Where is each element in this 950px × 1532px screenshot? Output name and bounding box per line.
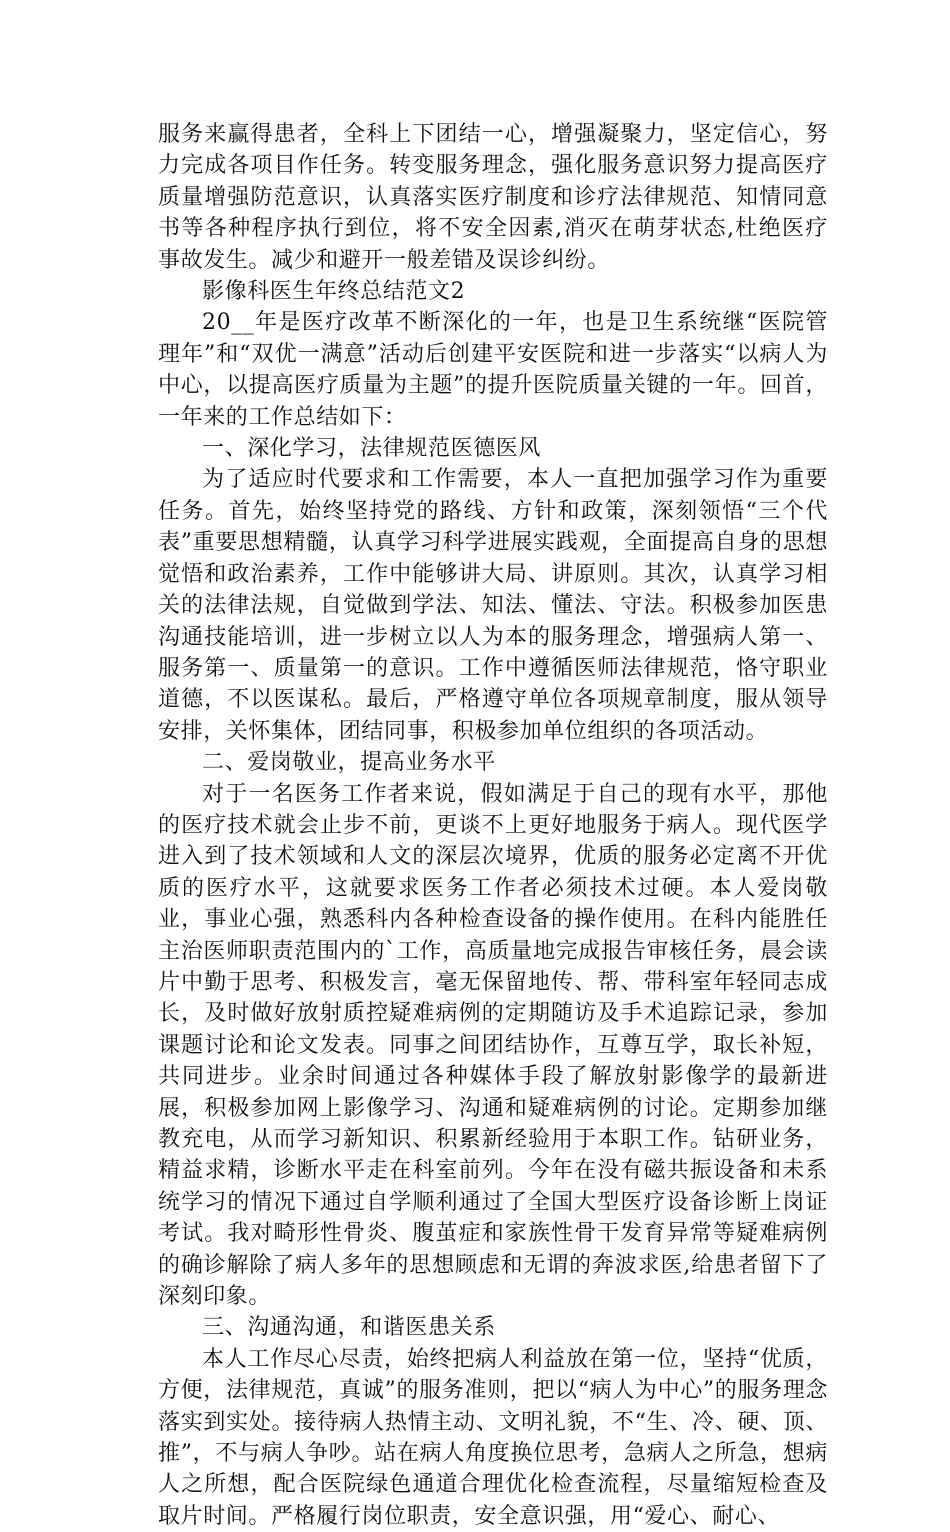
paragraph-intro-continuation: 服务来赢得患者，全科上下团结一心，增强凝聚力，坚定信心，努力完成各项目作任务。转变服务理念，强化服务意识努力提高医疗质量增强防范意识，认真落实医疗制度和诊疗法律规范、知情同意书等各种程序执行到位，将不安全因素,消灭在萌芽状态,杜绝医疗事故发生。减少和避开一般差错及误诊纠纷。 <box>158 122 828 273</box>
paragraph-dedication: 对于一名医务工作者来说，假如满足于自己的现有水平，那他的医疗技术就会止步不前，更谈不上更好地服务于病人。现代医学进入到了技术领域和人文的深层次境界，优质的服务必定离不开优质的医疗水平，这就要求医务工作者必须技术过硬。本人爱岗敬业，事业心强，熟悉科内各种检查设备的操作使用。在科内能胜任主治医师职责范围内的`工作，高质量地完成报告审核任务，晨会读片中勤于思考、积极发言，毫无保留地传、帮、带科室年轻同志成长，及时做好放射质控疑难病例的定期随访及手术追踪记录，参加课题讨论和论文发表。同事之间团结协作，互尊互学，取长补短，共同进步。业余时间通过各种媒体手段了解放射影像学的最新进展，积极参加网上影像学习、沟通和疑难病例的讨论。定期参加继教充电，从而学习新知识、积累新经验用于本职工作。钻研业务，精益求精，诊断水平走在科室前列。今年在没有磁共振设备和未系统学习的情况下通过自学顺利通过了全国大型医疗设备诊断上岗证考试。我对畸形性骨炎、腹茧症和家族性骨干发育异常等疑难病例的确诊解除了病人多年的思想顾虑和无谓的奔波求医,给患者留下了深刻印象。 <box>158 781 828 1310</box>
paragraph-opening: 20__年是医疗改革不断深化的一年，也是卫生系统继“医院管理年”和“双优一满意”活动后创建平安医院和进一步落实“以病人为中心，以提高医疗质量为主题”的提升医院质量关键的一年。回首，一年来的工作总结如下： <box>158 310 828 430</box>
heading-communication: 三、沟通沟通，和谐医患关系 <box>202 1315 496 1341</box>
paragraph-study: 为了适应时代要求和工作需要，本人一直把加强学习作为重要任务。首先，始终坚持党的路线、方针和政策，深刻领悟“三个代表”重要思想精髓，认真学习科学进展实践观，全面提高自身的思想觉悟和政治素养，工作中能够讲大局、讲原则。其次，认真学习相关的法律法规，自觉做到学法、知法、懂法、守法。积极参加医患沟通技能培训，进一步树立以人为本的服务理念，增强病人第一、服务第一、质量第一的意识。工作中遵循医师法律规范，恪守职业道德，不以医谋私。最后，严格遵守单位各项规章制度，服从领导安排，关怀集体，团结同事，积极参加单位组织的各项活动。 <box>158 467 828 744</box>
heading-dedication: 二、爱岗敬业，提高业务水平 <box>202 750 496 776</box>
heading-study: 一、深化学习，法律规范医德医风 <box>202 436 542 462</box>
document-body <box>158 119 828 1532</box>
section-title: 影像科医生年终总结范文2 <box>202 279 466 305</box>
paragraph-communication: 本人工作尽心尽责，始终把病人利益放在第一位，坚持“优质，方便，法律规范，真诚”的服务准则，把以“病人为中心”的服务理念落实到实处。接待病人热情主动、文明礼貌，不“生、冷、硬、顶、推”，不与病人争吵。站在病人角度换位思考，急病人之所急，想病人之所想，配合医院绿色通道合理优化检查流程，尽量缩短检查及取片时间。严格履行岗位职责，安全意识强，用“爱心、耐心、 <box>158 1346 828 1529</box>
